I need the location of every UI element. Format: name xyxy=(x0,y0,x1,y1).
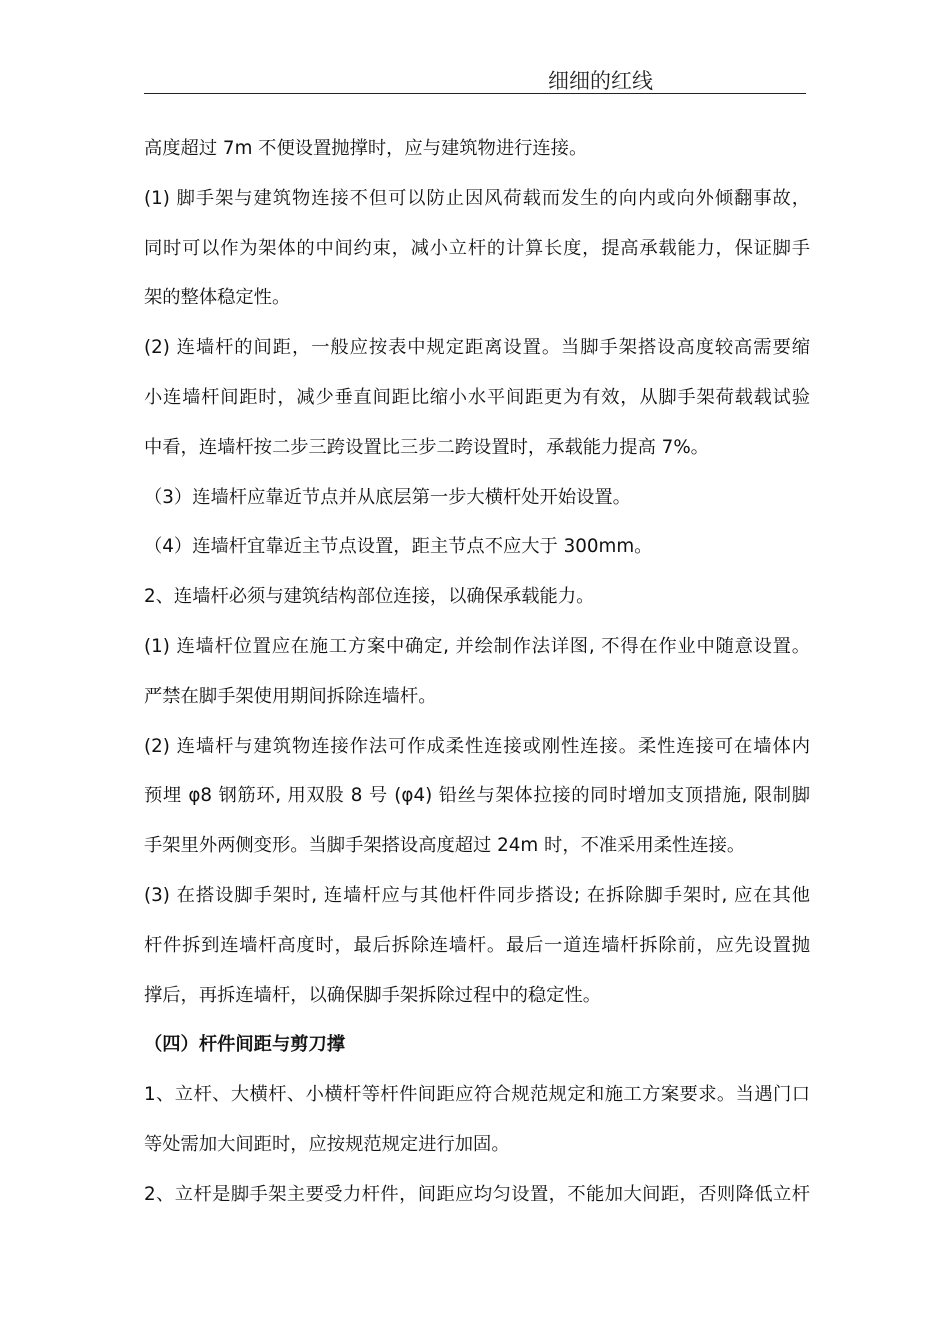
text-line-18: 撑后，再拆连墙杆，以确保脚手架拆除过程中的稳定性。 xyxy=(144,984,602,1006)
text-line-1: 高度超过 7m 不便设置抛撑时，应与建筑物进行连接。 xyxy=(144,138,588,159)
text-line-15: 手架里外两侧变形。当脚手架搭设高度超过 24m 时，不准采用柔性连接。 xyxy=(144,835,746,857)
text-line-5: (2) 连墙杆的间距，一般应按表中规定距离设置。当脚手架搭设高度较高需要缩 xyxy=(144,337,810,359)
section-heading: （四）杆件间距与剪刀撑 xyxy=(144,1034,346,1056)
text-line-16: (3) 在搭设脚手架时, 连墙杆应与其他杆件同步搭设; 在拆除脚手架时, 应在其他 xyxy=(144,884,810,906)
text-line-2: (1) 脚手架与建筑物连接不但可以防止因风荷载而发生的向内或向外倾翻事故， xyxy=(144,187,810,209)
text-line-20: 1、立杆、大横杆、小横杆等杆件间距应符合规范规定和施工方案要求。当遇门口 xyxy=(144,1084,810,1106)
text-line-4: 架的整体稳定性。 xyxy=(144,287,291,309)
text-line-12: 严禁在脚手架使用期间拆除连墙杆。 xyxy=(144,685,437,707)
text-line-6: 小连墙杆间距时，减少垂直间距比缩小水平间距更为有效，从脚手架荷载载试验 xyxy=(144,386,810,408)
header-title: 细细的红线 xyxy=(548,69,653,93)
text-line-10: 2、连墙杆必须与建筑结构部位连接，以确保承载能力。 xyxy=(144,586,595,608)
text-line-13: (2) 连墙杆与建筑物连接作法可作成柔性连接或刚性连接。柔性连接可在墙体内 xyxy=(144,735,810,757)
text-line-3: 同时可以作为架体的中间约束，减小立杆的计算长度，提高承载能力，保证脚手 xyxy=(144,237,810,259)
text-line-8: （3）连墙杆应靠近节点并从底层第一步大横杆处开始设置。 xyxy=(144,486,631,508)
text-line-7: 中看，连墙杆按二步三跨设置比三步二跨设置时，承载能力提高 7%。 xyxy=(144,436,709,458)
text-line-9: （4）连墙杆宜靠近主节点设置，距主节点不应大于 300mm。 xyxy=(144,536,653,558)
text-line-14: 预埋 φ8 钢筋环, 用双股 8 号 (φ4) 铅丝与架体拉接的同时增加支顶措施, 限制脚 xyxy=(144,785,810,807)
text-line-21: 等处需加大间距时，应按规范规定进行加固。 xyxy=(144,1133,510,1155)
text-line-11: (1) 连墙杆位置应在施工方案中确定, 并绘制作法详图, 不得在作业中随意设置。 xyxy=(144,635,810,657)
page-header xyxy=(144,62,806,94)
text-line-17: 杆件拆到连墙杆高度时，最后拆除连墙杆。最后一道连墙杆拆除前，应先设置抛 xyxy=(144,934,810,956)
header-divider xyxy=(144,93,806,94)
text-line-22: 2、立杆是脚手架主要受力杆件，间距应均匀设置，不能加大间距，否则降低立杆 xyxy=(144,1183,810,1205)
body-text xyxy=(144,131,810,1227)
